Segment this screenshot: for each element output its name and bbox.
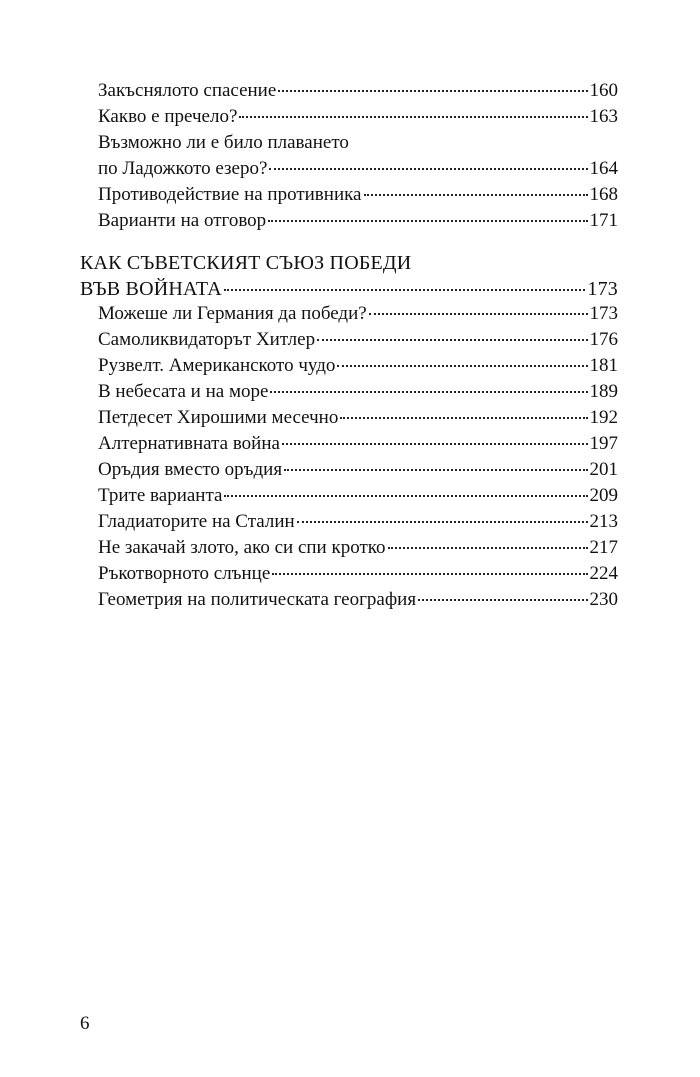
toc-entry-title: Гладиаторите на Сталин (98, 511, 295, 532)
toc-entry-page: 230 (589, 589, 618, 610)
section-heading-page: 173 (587, 278, 618, 300)
toc-entry (98, 588, 618, 612)
toc-entry-title: Петдесет Хирошими месечно (98, 407, 339, 428)
toc-entry-page: 209 (589, 485, 618, 506)
toc-entry-page: 201 (589, 459, 618, 480)
dot-leader (369, 313, 588, 315)
toc-entry (98, 510, 618, 534)
toc-entry (98, 380, 618, 404)
toc-entry-title: Самоликвидаторът Хитлер (98, 329, 316, 350)
toc-entry-page: 224 (589, 563, 618, 584)
toc-entry-title: Варианти на отговор (98, 210, 267, 231)
toc-entry-title: Ръкотворното слънце (98, 563, 271, 584)
toc-entry-title: Не закачай злото, ако си спи кротко (98, 537, 386, 558)
dot-leader (270, 391, 587, 393)
toc-entry-page: 181 (589, 355, 618, 376)
toc-entry-title: Геометрия на политическата география (98, 589, 417, 610)
dot-leader (418, 599, 587, 601)
toc-entry-title: Какво е пречело? (98, 106, 238, 127)
toc-entry-page: 173 (589, 303, 618, 324)
dot-leader (340, 417, 587, 419)
section-heading (80, 277, 618, 301)
toc-entry-title: по Ладожкото езеро? (98, 158, 268, 179)
toc-entry-page: 189 (589, 381, 618, 402)
toc-entry (98, 183, 618, 207)
toc-entry (98, 562, 618, 586)
toc-entry-page: 217 (589, 537, 618, 558)
page-number: 6 (80, 1013, 90, 1034)
toc-entry-title: Трите варианта (98, 485, 223, 506)
toc-entry-page: 171 (589, 210, 618, 231)
dot-leader (297, 521, 588, 523)
dot-leader (224, 495, 587, 497)
toc-entry-page: 160 (589, 80, 618, 101)
dot-leader (284, 469, 587, 471)
toc-entry-title: Рузвелт. Американското чудо (98, 355, 336, 376)
toc-entry (98, 302, 618, 326)
toc-entry-title: Алтернативната война (98, 433, 280, 454)
toc-entry-title: Можеше ли Германия да победи? (98, 303, 367, 324)
toc-entry (98, 354, 618, 378)
toc-entry (98, 536, 618, 560)
toc-entry (98, 484, 618, 508)
toc-entry (98, 79, 618, 103)
toc-entry (98, 157, 618, 181)
dot-leader (317, 339, 587, 341)
dot-leader (388, 547, 588, 549)
section-heading-title: ВЪВ ВОЙНАТА (80, 278, 222, 300)
toc-entry (98, 105, 618, 129)
dot-leader (272, 573, 587, 575)
dot-leader (268, 220, 587, 222)
toc-entry-page: 168 (589, 184, 618, 205)
dot-leader (239, 116, 587, 118)
toc-entry-title: В небесата и на море (98, 381, 269, 402)
toc-entry (98, 209, 618, 233)
dot-leader (269, 168, 587, 170)
toc-entry-title: Противодействие на противника (98, 184, 362, 205)
toc-entry (98, 406, 618, 430)
dot-leader (337, 365, 587, 367)
toc-entry-page: 163 (589, 106, 618, 127)
toc-entry (98, 458, 618, 482)
toc-entry-page: 197 (589, 433, 618, 454)
toc-entry-page: 164 (589, 158, 618, 179)
toc-entry-page: 176 (589, 329, 618, 350)
toc-entry-title: Закъснялото спасение (98, 80, 277, 101)
toc-entry-page: 192 (589, 407, 618, 428)
toc-entry-page: 213 (589, 511, 618, 532)
dot-leader (364, 194, 588, 196)
toc-entry (98, 328, 618, 352)
dot-leader (224, 289, 585, 291)
dot-leader (278, 90, 587, 92)
toc-entry (98, 432, 618, 456)
dot-leader (282, 443, 588, 445)
section-heading-first-line: КАК СЪВЕТСКИЯТ СЪЮЗ ПОБЕДИ (80, 252, 412, 274)
toc-entry-first-line: Възможно ли е било плаването (98, 132, 349, 153)
toc-entry-title: Оръдия вместо оръдия (98, 459, 283, 480)
